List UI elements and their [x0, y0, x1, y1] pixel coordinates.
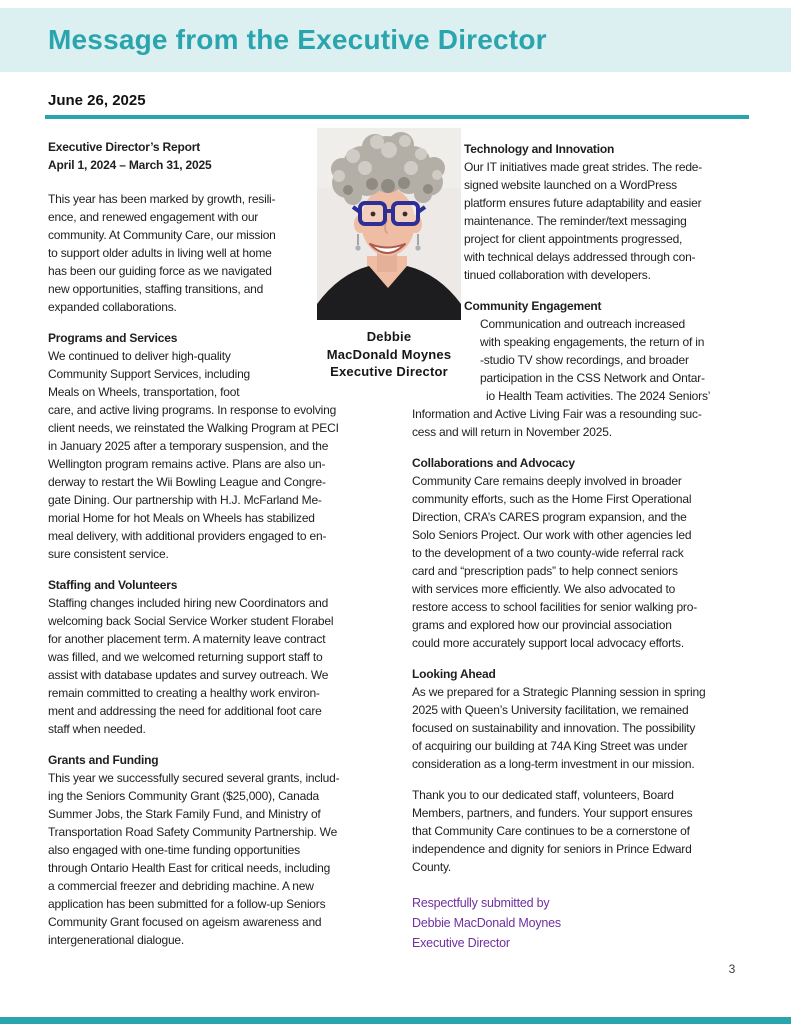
- body-line: focused on sustainability and innovation. The possibility: [412, 721, 696, 735]
- right-column: [412, 140, 760, 953]
- body-line: card and “prescription pads” to help connect seniors: [412, 564, 678, 578]
- body-line: ing the Seniors Community Grant ($25,000), Canada: [48, 789, 320, 803]
- body-line: Transportation Road Safety Community Partnership. We: [48, 825, 338, 839]
- photo-caption-line: MacDonald Moynes: [326, 346, 452, 362]
- section-body: [412, 315, 760, 441]
- date-label: June 26, 2025: [48, 92, 146, 109]
- body-line: Respectfully submitted by: [412, 896, 550, 910]
- body-line: This year we successfully secured several grants, includ-: [48, 771, 340, 785]
- divider-rule: [45, 115, 749, 119]
- body-line: ence, and renewed engagement with our: [48, 210, 259, 224]
- body-line: that Community Care continues to be a cornerstone of: [412, 824, 690, 838]
- body-line: io Health Team activities. The 2024 Seniors’: [486, 389, 711, 403]
- page-title: Message from the Executive Director: [48, 24, 547, 55]
- body-line: Thank you to our dedicated staff, volunteers, Board: [412, 788, 674, 802]
- looking-ahead: [412, 665, 760, 773]
- body-line: has been our guiding force as we navigated: [48, 264, 272, 278]
- section-heading: April 1, 2024 – March 31, 2025: [48, 158, 212, 172]
- section-heading: Grants and Funding: [48, 753, 159, 767]
- body-line: Executive Director: [412, 936, 510, 950]
- body-line: Meals on Wheels, transportation, foot: [48, 385, 240, 399]
- body-line: expanded collaborations.: [48, 300, 177, 314]
- body-line: in January 2025 after a temporary suspension, and the: [48, 439, 329, 453]
- section-body: [48, 769, 390, 949]
- body-line: client needs, we reinstated the Walking Program at PECI: [48, 421, 339, 435]
- section-heading: Collaborations and Advocacy: [412, 456, 575, 470]
- staffing-and-volunteers: [48, 576, 390, 738]
- section-body: [412, 472, 760, 652]
- body-line: remain committed to creating a healthy work environ-: [48, 686, 320, 700]
- body-line: with services more efficiently. We also advocated to: [412, 582, 676, 596]
- section-heading: Staffing and Volunteers: [48, 578, 178, 592]
- community-engagement: [412, 297, 760, 441]
- body-line: 2025 with Queen’s University facilitation, we remained: [412, 703, 689, 717]
- body-line: Communication and outreach increased: [480, 317, 685, 331]
- body-line: meal delivery, with additional providers engaged to en-: [48, 529, 327, 543]
- body-line: Staffing changes included hiring new Coordinators and: [48, 596, 329, 610]
- body-line: Information and Active Living Fair was a resounding suc-: [412, 407, 702, 421]
- body-line: Wellington program remains active. Plans are also un-: [48, 457, 326, 471]
- body-line: Direction, CRA’s CARES program expansion, and the: [412, 510, 687, 524]
- body-line: was filled, and we welcomed returning support staff to: [48, 650, 323, 664]
- body-line: could more accurately support local advocacy efforts.: [412, 636, 684, 650]
- body-line: independence and dignity for seniors in Prince Edward: [412, 842, 692, 856]
- body-line: community. At Community Care, our mission: [48, 228, 276, 242]
- bottom-bar: [0, 1017, 791, 1024]
- photo-caption-line: Executive Director: [330, 364, 448, 379]
- photo-caption-line: Debbie: [366, 329, 412, 344]
- section-body: [412, 158, 760, 284]
- body-line: platform ensures future adaptability and easier: [464, 196, 702, 210]
- body-line: project for client appointments progressed,: [464, 232, 683, 246]
- page-number: 3: [728, 962, 736, 976]
- body-line: participation in the CSS Network and Ontar-: [480, 371, 705, 385]
- body-line: new opportunities, staffing transitions, and: [48, 282, 264, 296]
- body-line: Debbie MacDonald Moynes: [412, 916, 561, 930]
- section-heading: Community Engagement: [464, 299, 602, 313]
- body-line: tinued collaboration with developers.: [464, 268, 651, 282]
- body-line: Community Care remains deeply involved in broader: [412, 474, 682, 488]
- section-body: [412, 786, 760, 876]
- body-line: care, and active living programs. In response to evolving: [48, 403, 337, 417]
- body-line: assist with database updates and survey outreach. We: [48, 668, 329, 682]
- section-body: [412, 893, 760, 953]
- body-line: As we prepared for a Strategic Planning session in spring: [412, 685, 706, 699]
- body-line: sure consistent service.: [48, 547, 169, 561]
- body-line: Members, partners, and funders. Your support ensures: [412, 806, 693, 820]
- section-body: [412, 683, 760, 773]
- body-line: application has been submitted for a follow-up Seniors: [48, 897, 326, 911]
- technology-and-innovation: [412, 140, 760, 284]
- body-line: grams and explored how our provincial association: [412, 618, 672, 632]
- collaborations-and-advocacy: [412, 454, 760, 652]
- body-line: through Ontario Health East for critical needs, including: [48, 861, 331, 875]
- body-line: gate Dining. Our partnership with H.J. McFarland Me-: [48, 493, 322, 507]
- body-line: Community Support Services, including: [48, 367, 251, 381]
- body-line: also engaged with one-time funding opportunities: [48, 843, 300, 857]
- body-line: to the development of a two county-wide referral rack: [412, 546, 684, 560]
- photo-caption: [317, 328, 461, 381]
- body-line: maintenance. The reminder/text messaging: [464, 214, 687, 228]
- body-line: This year has been marked by growth, resili-: [48, 192, 276, 206]
- section-heading: Technology and Innovation: [464, 142, 615, 156]
- body-line: derway to restart the Wii Bowling League and Congre-: [48, 475, 326, 489]
- body-line: welcoming back Social Service Worker student Florabel: [48, 614, 334, 628]
- executive-director-photo-figure: [317, 128, 461, 381]
- section-heading: Programs and Services: [48, 331, 178, 345]
- body-line: with technical delays addressed through con-: [464, 250, 696, 264]
- body-line: County.: [412, 860, 452, 874]
- body-line: Summer Jobs, the Stark Family Fund, and Ministry of: [48, 807, 321, 821]
- body-line: ment and addressing the need for additional foot care: [48, 704, 322, 718]
- body-line: Solo Seniors Project. Our work with other agencies led: [412, 528, 692, 542]
- body-line: of acquiring our building at 74A King Street was under: [412, 739, 688, 753]
- section-heading: Looking Ahead: [412, 667, 496, 681]
- body-line: -studio TV show recordings, and broader: [480, 353, 689, 367]
- body-line: for another placement term. A maternity leave contract: [48, 632, 326, 646]
- body-line: cess and will return in November 2025.: [412, 425, 612, 439]
- body-line: to support older adults in living well at home: [48, 246, 272, 260]
- body-line: morial Home for hot Meals on Wheels has stabilized: [48, 511, 315, 525]
- grants-and-funding: [48, 751, 390, 949]
- section-heading: Executive Director’s Report: [48, 140, 200, 154]
- body-line: Community Grant focused on ageism awareness and: [48, 915, 322, 929]
- body-line: a commercial freezer and debriding machine. A new: [48, 879, 314, 893]
- body-line: staff when needed.: [48, 722, 146, 736]
- body-line: We continued to deliver high-quality: [48, 349, 231, 363]
- body-line: Our IT initiatives made great strides. The rede-: [464, 160, 703, 174]
- body-line: consideration as a long-term investment in our mission.: [412, 757, 695, 771]
- body-line: restore access to school facilities for senior walking pro-: [412, 600, 697, 614]
- body-line: intergenerational dialogue.: [48, 933, 185, 947]
- body-line: signed website launched on a WordPress: [464, 178, 677, 192]
- body-line: community efforts, such as the Home First Operational: [412, 492, 692, 506]
- portrait-photo: [317, 128, 461, 320]
- body-line: with speaking engagements, the return of in: [480, 335, 705, 349]
- closing-thanks: [412, 786, 760, 876]
- signature: [412, 893, 760, 953]
- header-band: [0, 8, 791, 72]
- section-body: [48, 594, 390, 738]
